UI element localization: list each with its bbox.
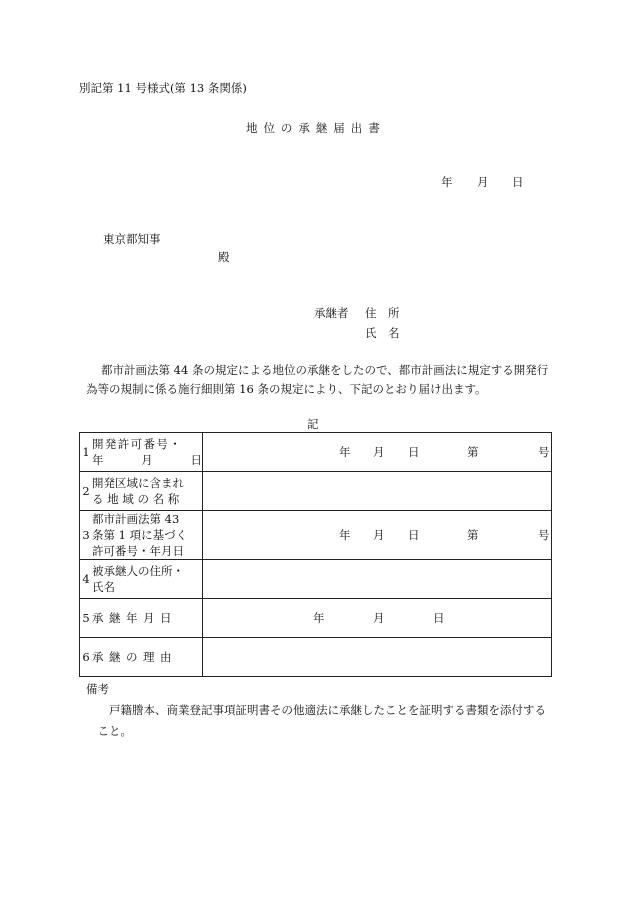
row-label-line: 被承継人の住所・ [92,564,184,578]
body-text-line1: 都市計画法第 44 条の規定による地位の承継をしたので、都市計画法に規定する開発行 [101,363,549,377]
year-label: 年 [313,611,325,625]
row-label [92,560,203,599]
page-title: 地 位 の 承 継 届 出 書 [246,121,381,135]
applicant-role: 承継者 [314,306,349,320]
row-number: 1 [80,433,93,472]
remarks-heading: 備考 [86,682,109,696]
art43-permit-date-field[interactable] [203,511,552,560]
go-label: 号 [538,528,550,542]
row-number: 3 [80,511,93,560]
row-label-line: る 地 域 の 名 称 [92,492,180,506]
row-label-line: 都市計画法第 43 [92,512,180,526]
row-number: 6 [80,638,93,677]
table-row [80,560,552,599]
row-label-line: 開発許可番号・ [92,437,183,451]
row-label-line: 年 月 日 [92,453,202,467]
remarks-text: 戸籍謄本、商業登記事項証明書その他適法に承継したことを証明する書類を添付すること。 [97,703,546,738]
row-label-line: 条第 1 項に基づく [92,528,188,542]
row-label-line: 氏名 [92,580,115,594]
table-row [80,599,552,638]
details-table [79,432,552,677]
row-label: 承 継 年 月 日 [92,599,203,638]
table-row [80,472,552,511]
table-row [80,433,552,472]
applicant-name-label: 氏 名 [365,326,400,340]
go-label: 号 [538,445,550,459]
day-label: 日 [408,445,420,459]
addressee-name: 東京都知事 [103,232,161,246]
succession-date-field[interactable] [203,599,552,638]
month-label: 月 [373,445,385,459]
month-label: 月 [373,528,385,542]
date-day-label: 日 [512,175,524,189]
dai-label: 第 [467,528,479,542]
row-label [92,472,203,511]
year-label: 年 [339,445,351,459]
row-label-line: 開発区域に含まれ [92,476,184,490]
month-label: 月 [373,611,385,625]
date-year-label: 年 [441,175,453,189]
area-name-field[interactable] [203,472,552,511]
ki-heading: 記 [307,417,319,431]
date-month-label: 月 [477,175,489,189]
row-label [92,511,203,560]
permit-date-field[interactable] [203,433,552,472]
dai-label: 第 [467,445,479,459]
row-number: 5 [80,599,93,638]
addressee-honorific: 殿 [218,250,230,264]
row-label [92,433,203,472]
applicant-address-label: 住 所 [365,306,400,320]
row-label: 承 継 の 理 由 [92,638,203,677]
table-row [80,638,552,677]
row-label-line: 許可番号・年月日 [92,544,184,558]
body-text-line2: 為等の規制に係る施行細則第 16 条の規定により、下記のとおり届け出ます。 [86,382,487,396]
predecessor-field[interactable] [203,560,552,599]
row-number: 4 [80,560,93,599]
table-row [80,511,552,560]
year-label: 年 [339,528,351,542]
day-label: 日 [408,528,420,542]
succession-reason-field[interactable] [203,638,552,677]
day-label: 日 [433,611,445,625]
row-number: 2 [80,472,93,511]
form-reference: 別記第 11 号様式(第 13 条関係) [79,81,247,95]
remarks [86,679,556,742]
